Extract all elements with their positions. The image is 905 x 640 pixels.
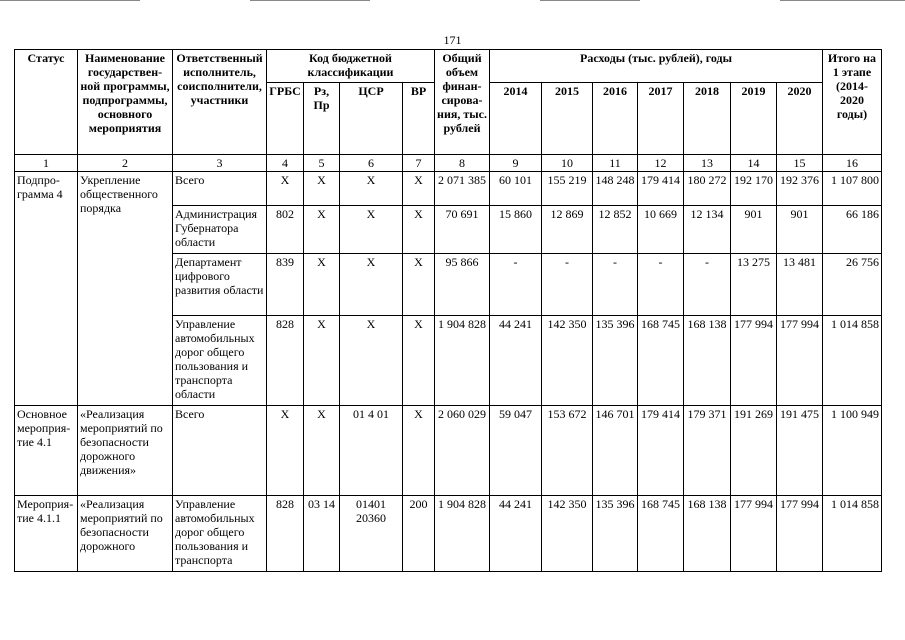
column-number: 14 <box>731 155 777 172</box>
total-cell: 70 691 <box>435 206 490 254</box>
name-cell: «Реализация мероприятий по безопасности дорожного <box>78 496 173 572</box>
year-value-cell: 192 376 <box>777 172 823 206</box>
year-value-cell: 179 371 <box>684 406 731 496</box>
year-value-cell: 146 701 <box>593 406 638 496</box>
rzpr-cell: 03 14 <box>304 496 340 572</box>
header-rzpr: Рз, Пр <box>304 83 340 155</box>
vr-cell: Х <box>403 172 435 206</box>
header-itogo: Итого на 1 этапе (2014-2020 годы) <box>823 50 882 155</box>
budget-table <box>14 49 882 572</box>
vr-cell: Х <box>403 316 435 406</box>
year-value-cell: 13 481 <box>777 254 823 316</box>
year-value-cell: 153 672 <box>542 406 593 496</box>
header-year: 2014 <box>490 83 542 155</box>
itogo-cell: 1 107 800 <box>823 172 882 206</box>
grbs-cell: 828 <box>267 496 304 572</box>
responsible-cell: Администрация Губернатора области <box>173 206 267 254</box>
grbs-cell: 828 <box>267 316 304 406</box>
column-number: 9 <box>490 155 542 172</box>
column-number: 16 <box>823 155 882 172</box>
year-value-cell: 148 248 <box>593 172 638 206</box>
year-value-cell: 177 994 <box>731 496 777 572</box>
year-value-cell: - <box>638 254 684 316</box>
column-number: 1 <box>15 155 78 172</box>
total-cell: 95 866 <box>435 254 490 316</box>
header-vr: ВР <box>403 83 435 155</box>
year-value-cell: 142 350 <box>542 496 593 572</box>
csr-cell: 01 4 01 <box>340 406 403 496</box>
grbs-cell: Х <box>267 172 304 206</box>
responsible-cell: Всего <box>173 172 267 206</box>
responsible-cell: Управление автомобильных дорог общего пользования и транспорта области <box>173 316 267 406</box>
year-value-cell: 59 047 <box>490 406 542 496</box>
year-value-cell: 12 852 <box>593 206 638 254</box>
year-value-cell: 177 994 <box>777 316 823 406</box>
column-number: 11 <box>593 155 638 172</box>
header-year: 2020 <box>777 83 823 155</box>
year-value-cell: 44 241 <box>490 316 542 406</box>
header-year: 2018 <box>684 83 731 155</box>
column-number: 15 <box>777 155 823 172</box>
year-value-cell: 12 134 <box>684 206 731 254</box>
column-number: 8 <box>435 155 490 172</box>
vr-cell: Х <box>403 254 435 316</box>
status-cell: Подпро-грамма 4 <box>15 172 78 406</box>
responsible-cell: Всего <box>173 406 267 496</box>
year-value-cell: 191 269 <box>731 406 777 496</box>
column-number: 10 <box>542 155 593 172</box>
year-value-cell: 177 994 <box>777 496 823 572</box>
vr-cell: Х <box>403 206 435 254</box>
year-value-cell: 177 994 <box>731 316 777 406</box>
year-value-cell: 44 241 <box>490 496 542 572</box>
grbs-cell: 839 <box>267 254 304 316</box>
total-cell: 1 904 828 <box>435 496 490 572</box>
responsible-cell: Департамент цифрового развития области <box>173 254 267 316</box>
year-value-cell: 179 414 <box>638 172 684 206</box>
year-value-cell: 168 138 <box>684 316 731 406</box>
year-value-cell: 180 272 <box>684 172 731 206</box>
itogo-cell: 1 014 858 <box>823 496 882 572</box>
header-year: 2016 <box>593 83 638 155</box>
rzpr-cell: Х <box>304 172 340 206</box>
vr-cell: 200 <box>403 496 435 572</box>
year-value-cell: 168 138 <box>684 496 731 572</box>
rzpr-cell: Х <box>304 254 340 316</box>
header-responsible: Ответственный исполнитель, соисполнители, участники <box>173 50 267 155</box>
column-number: 6 <box>340 155 403 172</box>
table-row <box>15 406 882 496</box>
year-value-cell: 191 475 <box>777 406 823 496</box>
responsible-cell: Управление автомобильных дорог общего пользования и транспорта <box>173 496 267 572</box>
itogo-cell: 1 014 858 <box>823 316 882 406</box>
itogo-cell: 26 756 <box>823 254 882 316</box>
column-number: 4 <box>267 155 304 172</box>
rzpr-cell: Х <box>304 206 340 254</box>
csr-cell: Х <box>340 254 403 316</box>
name-cell: «Реализация мероприятий по безопасности дорожного движения» <box>78 406 173 496</box>
header-total-volume: Общий объем финан-сирова-ния, тыс. рублей <box>435 50 490 155</box>
total-cell: 2 071 385 <box>435 172 490 206</box>
column-number: 5 <box>304 155 340 172</box>
column-number: 2 <box>78 155 173 172</box>
year-value-cell: 142 350 <box>542 316 593 406</box>
header-year: 2017 <box>638 83 684 155</box>
year-value-cell: 179 414 <box>638 406 684 496</box>
header-status: Статус <box>15 50 78 155</box>
csr-cell: 01401 20360 <box>340 496 403 572</box>
column-number: 7 <box>403 155 435 172</box>
year-value-cell: 168 745 <box>638 496 684 572</box>
header-grbs: ГРБС <box>267 83 304 155</box>
csr-cell: Х <box>340 172 403 206</box>
year-value-cell: - <box>684 254 731 316</box>
column-number: 3 <box>173 155 267 172</box>
year-value-cell: 12 869 <box>542 206 593 254</box>
year-value-cell: 135 396 <box>593 316 638 406</box>
itogo-cell: 1 100 949 <box>823 406 882 496</box>
header-expenses: Расходы (тыс. рублей), годы <box>490 50 823 83</box>
csr-cell: Х <box>340 316 403 406</box>
year-value-cell: 168 745 <box>638 316 684 406</box>
header-csr: ЦСР <box>340 83 403 155</box>
header-name: Наименование государствен-ной программы, подпрограммы, основного мероприятия <box>78 50 173 155</box>
year-value-cell: 135 396 <box>593 496 638 572</box>
year-value-cell: 15 860 <box>490 206 542 254</box>
year-value-cell: - <box>490 254 542 316</box>
column-number: 13 <box>684 155 731 172</box>
rzpr-cell: Х <box>304 316 340 406</box>
name-cell: Укрепление общественного порядка <box>78 172 173 406</box>
header-budget-code: Код бюджетной классификации <box>267 50 435 83</box>
page-number: 171 <box>443 33 462 47</box>
year-value-cell: 192 170 <box>731 172 777 206</box>
vr-cell: Х <box>403 406 435 496</box>
year-value-cell: 901 <box>777 206 823 254</box>
status-cell: Мероприя-тие 4.1.1 <box>15 496 78 572</box>
header-year: 2019 <box>731 83 777 155</box>
table-row <box>15 496 882 572</box>
year-value-cell: 13 275 <box>731 254 777 316</box>
itogo-cell: 66 186 <box>823 206 882 254</box>
status-cell: Основное мероприя-тие 4.1 <box>15 406 78 496</box>
year-value-cell: 10 669 <box>638 206 684 254</box>
column-number: 12 <box>638 155 684 172</box>
year-value-cell: - <box>593 254 638 316</box>
total-cell: 1 904 828 <box>435 316 490 406</box>
year-value-cell: - <box>542 254 593 316</box>
grbs-cell: 802 <box>267 206 304 254</box>
year-value-cell: 60 101 <box>490 172 542 206</box>
year-value-cell: 155 219 <box>542 172 593 206</box>
grbs-cell: Х <box>267 406 304 496</box>
column-number-row <box>15 155 882 172</box>
header-year: 2015 <box>542 83 593 155</box>
total-cell: 2 060 029 <box>435 406 490 496</box>
table-row <box>15 172 882 206</box>
year-value-cell: 901 <box>731 206 777 254</box>
csr-cell: Х <box>340 206 403 254</box>
rzpr-cell: Х <box>304 406 340 496</box>
